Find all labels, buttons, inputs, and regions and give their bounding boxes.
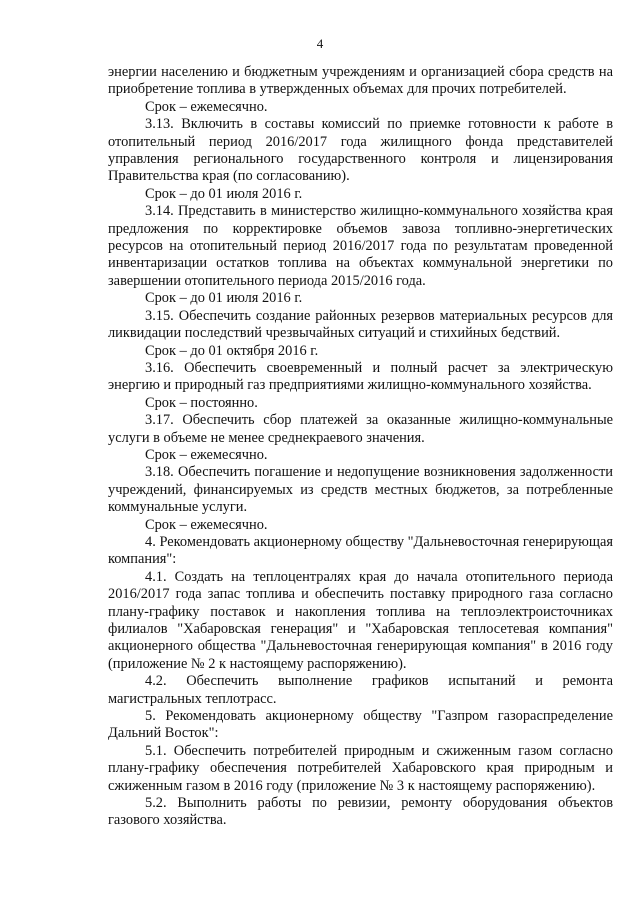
paragraph-continuation: энергии населению и бюджетным учреждениям и организацией сбора средств на приобретение топлива в утвержденных объемах для прочих потребителей. [108, 64, 613, 98]
clause-4-2: 4.2. Обеспечить выполнение графиков испытаний и ремонта магистральных теплотрасс. [108, 673, 613, 707]
deadline-line: Срок – до 01 июля 2016 г. [145, 185, 303, 202]
document-body [108, 64, 613, 830]
deadline-line: Срок – ежемесячно. [145, 516, 268, 533]
clause-5: 5. Рекомендовать акционерному обществу "Газпром газораспределение Дальний Восток": [108, 708, 613, 742]
clause-3-17: 3.17. Обеспечить сбор платежей за оказанные жилищно-коммунальные услуги в объеме не менее среднекраевого значения. [108, 412, 613, 446]
clause-4: 4. Рекомендовать акционерному обществу "Дальневосточная генерирующая компания": [108, 533, 613, 568]
clause-5-2: 5.2. Выполнить работы по ревизии, ремонту оборудования объектов газового хозяйства. [108, 795, 613, 829]
page-number: 4 [316, 36, 324, 51]
clause-3-15: 3.15. Обеспечить создание районных резервов материальных ресурсов для ликвидации последствий чрезвычайных ситуаций и стихийных бедствий. [108, 307, 613, 342]
clause-5-1: 5.1. Обеспечить потребителей природным и сжиженным газом согласно плану-графику обеспечения потребителей Хабаровского края природным и сжиженным газом в 2016 году (приложение № 3 к настоящему распоряжению). [108, 742, 613, 794]
clause-3-13: 3.13. Включить в составы комиссий по приемке готовности к работе в отопительный период 2016/2017 года жилищного фонда представителей управления регионального государственного контроля и лицензирования Правительства края (по согласованию). [108, 116, 613, 185]
clause-4-1: 4.1. Создать на теплоцентралях края до начала отопительного периода 2016/2017 года запас топлива и обеспечить поставку природного газа согласно плану-графику поставок и накопления топлива на теплоэлектроисточниках филиалов "Хабаровская генерация" и "Хабаровская теплосетевая компания" акционерного общества "Дальневосточная генерирующая компания" в 2016 году (приложение № 2 к настоящему распоряжению). [108, 568, 613, 672]
deadline-line: Срок – ежемесячно. [145, 98, 268, 115]
deadline-line: Срок – ежемесячно. [145, 446, 268, 463]
deadline-line: Срок – до 01 октября 2016 г. [145, 342, 319, 359]
clause-3-16: 3.16. Обеспечить своевременный и полный расчет за электрическую энергию и природный газ предприятиями жилищно-коммунального хозяйства. [108, 359, 613, 394]
deadline-line: Срок – до 01 июля 2016 г. [145, 290, 303, 307]
deadline-line: Срок – постоянно. [145, 394, 258, 411]
clause-3-14: 3.14. Представить в министерство жилищно-коммунального хозяйства края предложения по корректировке объемов завоза топливно-энергетических ресурсов на отопительный период 2016/2017 года по результатам проведенной инвентаризации остатков топлива на объектах коммунальной энергетики по завершении отопительного периода 2015/2016 года. [108, 203, 613, 289]
clause-3-18: 3.18. Обеспечить погашение и недопущение возникновения задолженности учреждений, финансируемых из средств местных бюджетов, за потребленные коммунальные услуги. [108, 464, 613, 516]
